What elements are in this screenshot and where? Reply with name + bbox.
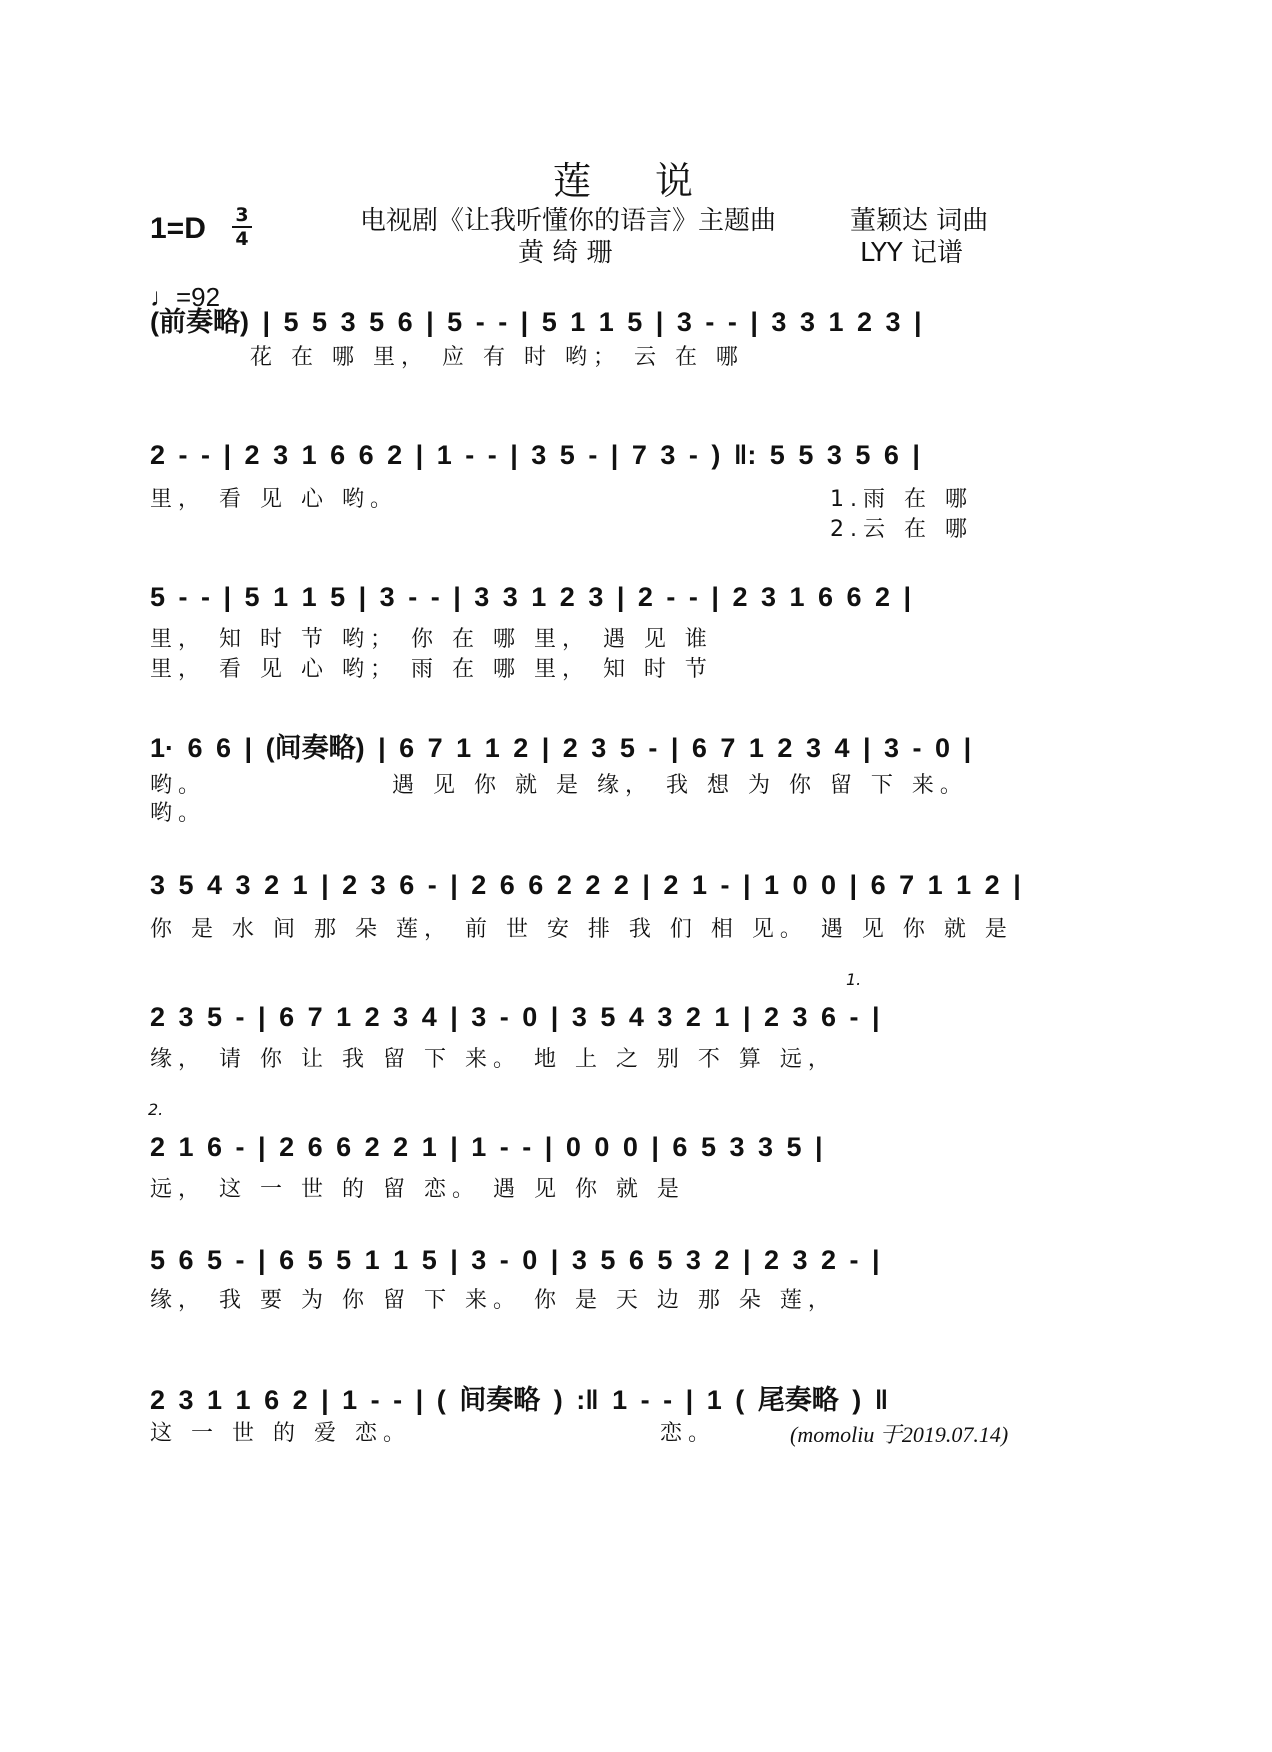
subtitle: 电视剧《让我听懂你的语言》主题曲 xyxy=(360,206,777,236)
lyrics: 缘， 请 你 让 我 留 下 来。 地 上 之 别 不 算 远， xyxy=(150,1047,836,1072)
singer: 黄 绮 珊 xyxy=(518,238,613,268)
lyrics-ending: 恋。 xyxy=(660,1421,717,1446)
volta-1-label: 1. xyxy=(846,970,862,989)
lyrics-verse-2: 2.云 在 哪 xyxy=(830,517,973,542)
lyrics-verse-2: 哟。 xyxy=(150,801,207,826)
notes: 5 6 5 - | 6 5 5 1 1 5 | 3 - 0 | 3 5 6 5 3 2 | 2 3 2 - | xyxy=(150,1245,880,1275)
lyrics-verse-1: 1.雨 在 哪 xyxy=(830,487,973,512)
notes: 5 - - | 5 1 1 5 | 3 - - | 3 3 1 2 3 | 2 - - | 2 3 1 6 6 2 | xyxy=(150,582,912,612)
notes: 1· 6 6 | (间奏略) | 6 7 1 1 2 | 2 3 5 - | 6 7 1 2 3 4 | 3 - 0 | xyxy=(150,733,972,763)
song-title: 莲 说 xyxy=(552,159,720,203)
notes: 2 1 6 - | 2 6 6 2 2 1 | 1 - - | 0 0 0 | 6 5 3 3 5 | xyxy=(150,1132,823,1162)
lyrics: 缘， 我 要 为 你 留 下 来。 你 是 天 边 那 朵 莲， xyxy=(150,1288,836,1313)
key-signature: 1=D xyxy=(150,212,206,245)
lyrics-verse-1: 哟。 xyxy=(150,773,207,798)
tempo-mark: ♩=92 xyxy=(150,282,221,312)
composer: 董颖达 词曲 xyxy=(850,206,989,236)
transcriber: LYY 记谱 xyxy=(860,238,964,268)
time-top: 3 xyxy=(235,204,249,226)
notes: 2 3 1 1 6 2 | 1 - - | ( 间奏略 ) :‖ 1 - - | 1 ( 尾奏略 ) ‖ xyxy=(150,1385,889,1415)
notes: 3 5 4 3 2 1 | 2 3 6 - | 2 6 6 2 2 2 | 2 1 - | 1 0 0 | 6 7 1 1 2 | xyxy=(150,870,1021,900)
lyrics: 远， 这 一 世 的 留 恋。 遇 见 你 就 是 xyxy=(150,1177,685,1202)
time-signature xyxy=(232,205,252,249)
notes: 2 3 5 - | 6 7 1 2 3 4 | 3 - 0 | 3 5 4 3 2 1 | 2 3 6 - | xyxy=(150,1002,880,1032)
transcriber-signature: (momoliu 于2019.07.14) xyxy=(790,1422,1009,1447)
volta-2-label: 2. xyxy=(148,1100,164,1119)
lyrics-chorus: 遇 见 你 就 是 缘， 我 想 为 你 留 下 来。 xyxy=(392,773,968,798)
time-bottom: 4 xyxy=(235,228,249,250)
lyrics: 这 一 世 的 爱 恋。 xyxy=(150,1421,411,1446)
lyrics-verse: 里， 看 见 心 哟。 xyxy=(150,487,398,512)
lyrics: 你 是 水 间 那 朵 莲， 前 世 安 排 我 们 相 见。 遇 见 你 就 是 xyxy=(150,917,1013,942)
notes: 2 - - | 2 3 1 6 6 2 | 1 - - | 3 5 - | 7 3 - ) ‖: 5 5 3 5 6 | xyxy=(150,440,920,470)
notes: (前奏略) | 5 5 3 5 6 | 5 - - | 5 1 1 5 | 3 - - | 3 3 1 2 3 | xyxy=(150,307,922,337)
lyrics-verse-2: 里， 看 见 心 哟； 雨 在 哪 里， 知 时 节 xyxy=(150,657,713,682)
lyrics-verse-1: 里， 知 时 节 哟； 你 在 哪 里， 遇 见 谁 xyxy=(150,627,713,652)
lyrics-verse: 花 在 哪 里， 应 有 时 哟； 云 在 哪 xyxy=(250,345,744,370)
